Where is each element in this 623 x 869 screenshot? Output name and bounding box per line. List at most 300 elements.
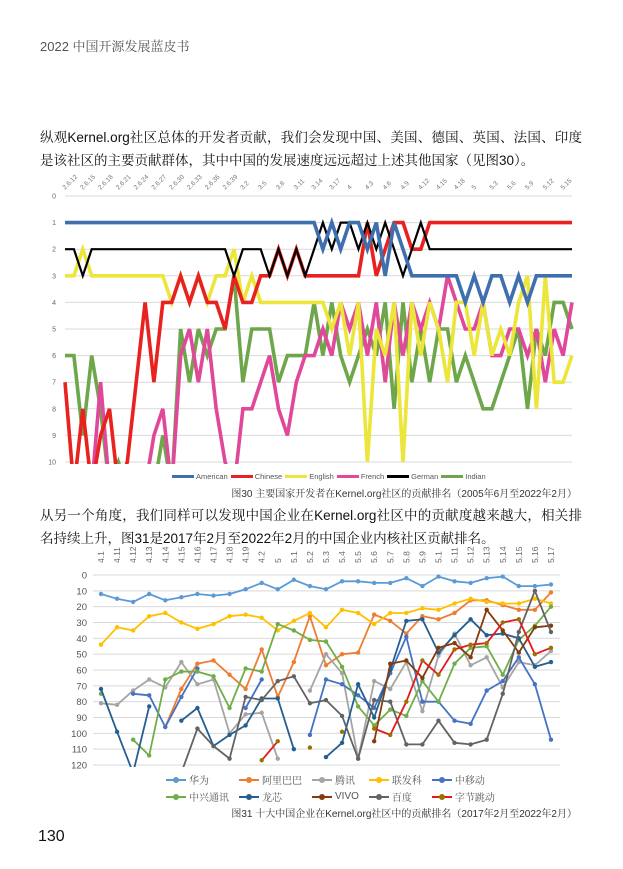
x-tick-label: 2.6.30: [168, 173, 186, 192]
data-point: [404, 611, 408, 615]
data-point: [340, 714, 344, 718]
data-point: [501, 692, 505, 696]
data-point: [324, 639, 328, 643]
legend-label: 阿里巴巴: [262, 776, 302, 787]
legend-item: [231, 472, 283, 481]
data-point: [131, 688, 135, 692]
x-tick-label: 5.3: [488, 180, 500, 192]
legend-item: [312, 789, 359, 804]
x-tick-label: 3.14: [310, 177, 325, 192]
data-point: [276, 739, 280, 743]
data-point: [276, 695, 280, 699]
data-point: [420, 617, 424, 621]
data-point: [260, 696, 264, 700]
y-tick-label: 70: [76, 681, 87, 693]
y-tick-label: 20: [76, 602, 87, 614]
data-point: [356, 756, 360, 760]
data-point: [452, 661, 456, 665]
y-tick-label: 1: [52, 220, 56, 228]
data-point: [292, 619, 296, 623]
y-tick-label: 10: [76, 586, 87, 598]
series-line: [165, 592, 551, 727]
x-tick-label: 4.2: [256, 551, 267, 563]
data-point: [484, 641, 488, 645]
data-point: [549, 582, 553, 586]
x-tick-label: 5.17: [545, 546, 556, 563]
data-point: [533, 589, 537, 593]
legend-item: [369, 772, 422, 787]
data-point: [517, 617, 521, 621]
data-point: [372, 715, 376, 719]
data-point: [243, 723, 247, 727]
data-point: [99, 592, 103, 596]
legend-label: 腾讯: [335, 776, 355, 787]
data-point: [404, 699, 408, 703]
data-point: [147, 592, 151, 596]
x-tick-label: 5.3: [320, 551, 331, 563]
data-point: [517, 638, 521, 642]
data-point: [452, 601, 456, 605]
data-point: [404, 742, 408, 746]
data-point: [388, 699, 392, 703]
data-point: [436, 699, 440, 703]
series-line: [101, 619, 551, 773]
data-point: [211, 674, 215, 678]
data-point: [147, 753, 151, 757]
data-point: [131, 737, 135, 741]
y-tick-label: 7: [52, 379, 56, 387]
plot-area: [65, 223, 572, 489]
data-point: [308, 745, 312, 749]
data-point: [292, 674, 296, 678]
data-point: [533, 597, 537, 601]
data-point: [179, 695, 183, 699]
data-point: [372, 706, 376, 710]
x-tick-label: 5.7: [385, 551, 396, 563]
x-tick-label: 2.6.15: [79, 173, 97, 192]
legend-item: [312, 772, 359, 787]
data-point: [179, 718, 183, 722]
x-tick-label: 3.11: [292, 177, 307, 192]
data-point: [195, 706, 199, 710]
data-point: [468, 598, 472, 602]
page-number: 130: [38, 828, 65, 845]
x-tick-label: 5.9: [417, 551, 428, 563]
legend-label: 联发科: [391, 776, 422, 787]
data-point: [163, 685, 167, 689]
data-point: [243, 712, 247, 716]
data-point: [517, 650, 521, 654]
data-point: [484, 655, 488, 659]
data-point: [533, 665, 537, 669]
data-point: [211, 744, 215, 748]
data-point: [452, 631, 456, 635]
data-point: [292, 660, 296, 664]
y-tick-label: 4: [52, 299, 56, 307]
x-tick-label: 5.6: [506, 180, 518, 192]
x-tick-label: 2.6.39: [221, 173, 240, 192]
data-point: [195, 666, 199, 670]
data-point: [308, 733, 312, 737]
x-tick-label: 4.19: [240, 546, 251, 563]
data-point: [308, 688, 312, 692]
data-point: [340, 579, 344, 583]
x-tick-label: 3.8: [274, 180, 287, 192]
data-point: [404, 658, 408, 662]
data-point: [420, 676, 424, 680]
data-point: [260, 758, 264, 762]
data-point: [549, 630, 553, 634]
legend-item: [285, 472, 334, 481]
legend-label: English: [309, 472, 334, 481]
data-point: [324, 755, 328, 759]
x-tick-label: 4: [346, 183, 354, 192]
data-point: [147, 614, 151, 618]
series-line-indian: [65, 276, 572, 489]
legend-swatch: [369, 779, 389, 781]
data-point: [549, 590, 553, 594]
data-point: [484, 688, 488, 692]
x-tick-label: 5.12: [465, 546, 476, 563]
legend-label: German: [411, 472, 439, 481]
figure-30-caption: 图30 主要国家开发者在Kernel.org社区的贡献排名（2005年6月至2022年2月）: [231, 489, 577, 500]
data-point: [404, 714, 408, 718]
x-tick-label: 5: [470, 183, 479, 192]
data-point: [276, 756, 280, 760]
x-tick-label: 2.6.12: [61, 173, 80, 192]
data-point: [436, 574, 440, 578]
data-point: [131, 692, 135, 696]
data-point: [501, 631, 505, 635]
data-point: [356, 650, 360, 654]
data-point: [163, 598, 167, 602]
data-point: [549, 660, 553, 664]
data-point: [356, 693, 360, 697]
y-tick-label: 40: [76, 633, 87, 645]
x-tick-label: 5: [272, 558, 283, 563]
data-point: [195, 627, 199, 631]
legend-item: [239, 772, 302, 787]
data-point: [501, 628, 505, 632]
x-tick-label: 5.12: [541, 177, 556, 192]
data-point: [99, 687, 103, 691]
data-point: [436, 654, 440, 658]
x-tick-label: 4.12: [417, 177, 432, 192]
x-tick-label: 4.11: [112, 547, 123, 563]
x-tick-label: 5.15: [559, 177, 574, 192]
x-tick-label: 3.5: [257, 180, 269, 192]
data-point: [340, 671, 344, 675]
data-point: [99, 701, 103, 705]
data-point: [324, 625, 328, 629]
legend-swatch: [231, 475, 253, 478]
legend-swatch: [387, 475, 409, 478]
x-tick-label: 2.6.21: [114, 173, 133, 192]
data-point: [549, 737, 553, 741]
data-point: [179, 660, 183, 664]
data-point: [468, 617, 472, 621]
series-line: [101, 634, 551, 759]
data-point: [163, 677, 167, 681]
data-point: [243, 687, 247, 691]
legend-item: [337, 472, 384, 481]
legend-swatch: [432, 779, 452, 781]
legend-item: [432, 789, 495, 804]
data-point: [517, 636, 521, 640]
data-point: [452, 641, 456, 645]
data-point: [452, 633, 456, 637]
x-tick-label: 5.6: [369, 551, 380, 563]
y-tick-label: 80: [76, 697, 87, 709]
legend-swatch: [432, 796, 452, 798]
data-point: [99, 692, 103, 696]
data-point: [211, 622, 215, 626]
data-point: [468, 655, 472, 659]
series-line: [101, 577, 551, 602]
y-tick-label: 90: [76, 713, 87, 724]
series-line-german: [65, 223, 572, 276]
data-point: [420, 742, 424, 746]
data-point: [340, 665, 344, 669]
data-point: [147, 693, 151, 697]
legend-item: [441, 472, 485, 481]
data-point: [227, 706, 231, 710]
x-tick-label: 5.1: [433, 551, 444, 563]
data-point: [549, 649, 553, 653]
chart1-legend: [172, 472, 486, 481]
data-point: [340, 741, 344, 745]
data-point: [260, 677, 264, 681]
data-point: [404, 576, 408, 580]
data-point: [260, 647, 264, 651]
data-point: [404, 631, 408, 635]
data-point: [276, 622, 280, 626]
y-tick-label: 2: [52, 246, 56, 254]
data-point: [372, 679, 376, 683]
data-point: [388, 687, 392, 691]
data-point: [420, 584, 424, 588]
legend-label: Chinese: [254, 472, 283, 481]
legend-label: 中移动: [454, 776, 485, 787]
data-point: [227, 592, 231, 596]
data-point: [388, 707, 392, 711]
legend-label: 龙芯: [262, 793, 282, 804]
data-point: [308, 611, 312, 615]
data-point: [131, 771, 135, 775]
legend-label: French: [360, 472, 385, 481]
y-tick-label: 10: [48, 459, 56, 467]
data-point: [468, 722, 472, 726]
data-point: [436, 718, 440, 722]
data-point: [420, 606, 424, 610]
data-point: [468, 663, 472, 667]
data-point: [420, 679, 424, 683]
legend-label: American: [196, 472, 228, 481]
legend-label: 字节跳动: [454, 793, 495, 804]
data-point: [292, 747, 296, 751]
data-point: [517, 655, 521, 659]
legend-swatch: [172, 475, 194, 478]
data-point: [211, 658, 215, 662]
data-point: [388, 581, 392, 585]
data-point: [388, 668, 392, 672]
data-point: [436, 608, 440, 612]
x-tick-label: 5.16: [529, 546, 540, 563]
data-point: [356, 756, 360, 760]
data-point: [388, 661, 392, 665]
data-point: [388, 611, 392, 615]
y-tick-label: 8: [52, 406, 56, 414]
y-tick-label: 5: [52, 326, 56, 334]
y-tick-label: 50: [76, 649, 87, 661]
data-point: [211, 744, 215, 748]
data-point: [260, 581, 264, 585]
legend-label: 中兴通讯: [189, 793, 229, 804]
data-point: [372, 726, 376, 730]
data-point: [308, 584, 312, 588]
y-tick-label: 30: [76, 618, 87, 629]
x-tick-label: 5.11: [449, 547, 460, 563]
data-point: [533, 652, 537, 656]
x-tick-label: 5.4: [337, 551, 348, 563]
data-point: [404, 635, 408, 639]
data-point: [452, 741, 456, 745]
data-point: [324, 677, 328, 681]
data-point: [372, 581, 376, 585]
data-point: [131, 628, 135, 632]
data-point: [195, 661, 199, 665]
data-point: [163, 725, 167, 729]
data-point: [227, 733, 231, 737]
data-point: [452, 579, 456, 583]
data-point: [147, 677, 151, 681]
x-tick-label: 2.6.27: [150, 173, 169, 192]
data-point: [404, 660, 408, 664]
data-point: [179, 687, 183, 691]
legend-swatch: [166, 779, 186, 781]
series-line: [181, 591, 551, 773]
x-tick-label: 2.6.33: [185, 173, 204, 192]
data-point: [260, 669, 264, 673]
x-tick-label: 4.15: [435, 177, 449, 192]
x-tick-label: 5.15: [513, 546, 524, 563]
x-tick-label: 5.8: [401, 551, 412, 563]
legend-item: [172, 472, 228, 481]
data-point: [501, 603, 505, 607]
data-point: [436, 617, 440, 621]
data-point: [484, 633, 488, 637]
data-point: [115, 597, 119, 601]
data-point: [517, 660, 521, 664]
data-point: [356, 579, 360, 583]
data-point: [308, 638, 312, 642]
data-point: [501, 601, 505, 605]
y-tick-label: 3: [52, 273, 56, 281]
data-point: [195, 592, 199, 596]
data-point: [420, 614, 424, 618]
data-point: [501, 620, 505, 624]
x-tick-label: 4.14: [160, 546, 171, 563]
data-point: [211, 677, 215, 681]
data-point: [227, 756, 231, 760]
y-tick-label: 60: [76, 665, 87, 677]
data-point: [372, 739, 376, 743]
data-point: [436, 699, 440, 703]
x-tick-label: 4.17: [208, 546, 219, 563]
data-point: [179, 595, 183, 599]
series-line: [262, 619, 551, 760]
data-point: [484, 598, 488, 602]
x-tick-label: 2.6.18: [97, 173, 115, 192]
legend-swatch: [239, 796, 259, 798]
data-point: [533, 682, 537, 686]
data-point: [484, 576, 488, 580]
data-point: [276, 679, 280, 683]
data-point: [372, 698, 376, 702]
data-point: [308, 614, 312, 618]
data-point: [420, 709, 424, 713]
legend-label: 百度: [391, 793, 412, 804]
data-point: [468, 646, 472, 650]
legend-swatch: [285, 475, 307, 478]
series-line-english: [65, 249, 572, 462]
series-line: [133, 637, 551, 740]
data-point: [484, 737, 488, 741]
data-point: [276, 696, 280, 700]
data-point: [468, 597, 472, 601]
series-line-chinese: [65, 223, 572, 489]
data-point: [372, 612, 376, 616]
data-point: [549, 646, 553, 650]
x-tick-label: 4.16: [192, 546, 203, 563]
series-line-french: [65, 276, 572, 489]
data-point: [549, 623, 553, 627]
data-point: [452, 718, 456, 722]
data-point: [243, 666, 247, 670]
data-point: [356, 682, 360, 686]
data-point: [549, 601, 553, 605]
data-point: [501, 673, 505, 677]
legend-swatch: [312, 779, 332, 781]
data-point: [388, 733, 392, 737]
data-point: [484, 600, 488, 604]
x-tick-label: 4.18: [452, 177, 467, 192]
data-point: [340, 652, 344, 656]
data-point: [372, 622, 376, 626]
x-tick-label: 2.6.36: [203, 173, 222, 192]
data-point: [340, 608, 344, 612]
series-line-american: [65, 223, 572, 303]
y-tick-label: 0: [81, 570, 87, 582]
data-point: [436, 650, 440, 654]
paragraph-companies: 从另一个角度，我们同样可以发现中国企业在Kernel.org社区中的贡献度越来越大，相关排名持续上升，图31是2017年2月至2022年2月的中国企业内核社区贡献排名。: [40, 508, 582, 546]
series-line: [133, 607, 551, 756]
x-tick-label: 3.17: [328, 177, 343, 192]
data-point: [243, 706, 247, 710]
legend-label: Indian: [465, 472, 486, 481]
legend-item: [432, 772, 495, 787]
data-point: [115, 625, 119, 629]
data-point: [533, 584, 537, 588]
data-point: [308, 701, 312, 705]
data-point: [356, 611, 360, 615]
x-tick-label: 4.1: [96, 551, 106, 563]
data-point: [501, 574, 505, 578]
data-point: [356, 704, 360, 708]
data-point: [484, 608, 488, 612]
data-point: [533, 623, 537, 627]
x-tick-label: 5.14: [497, 546, 508, 563]
